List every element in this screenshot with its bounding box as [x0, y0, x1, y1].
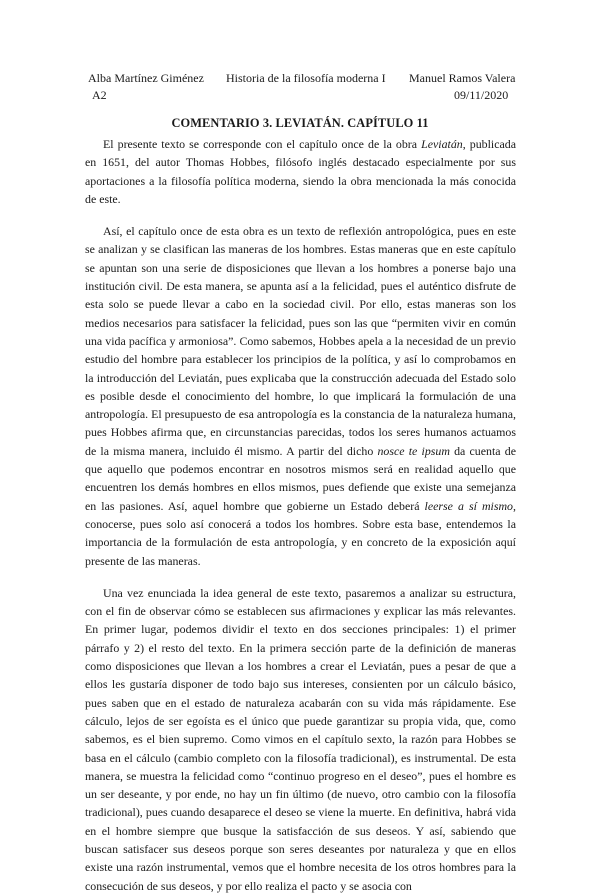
document-body: [85, 135, 516, 895]
italic-phrase: leerse a sí mismo: [424, 498, 514, 513]
group-label: A2: [92, 88, 107, 102]
italic-title: Leviatán: [421, 137, 463, 151]
author-name: Alba Martínez Giménez: [88, 71, 204, 85]
paragraph-introduction: [85, 135, 516, 208]
document-title: COMENTARIO 3. LEVIATÁN. CAPÍTULO 11: [171, 116, 429, 130]
paragraph-structure: [85, 584, 516, 895]
paragraph-theme: [85, 222, 516, 570]
teacher-name: Manuel Ramos Valera: [409, 71, 516, 85]
text-run: Una vez enunciada la idea general de este texto, pasaremos a analizar su estructura, con el fin de observar cómo se establecen sus afirmaciones y explicar las más relevantes. En primer lugar, podemos dividir el texto en dos secciones principales: 1) el primer párrafo y 2) el resto del texto. En la primera sección parte de la definición de maneras como disposiciones que llevan a los hombres a crear el Leviatán, pues a pesar de que a ellos les gustaría disponer de todo bajo sus intereses, consienten por un cálculo básico, pues saben que en el estado de naturaleza acabarán con su vida más rápidamente. Ese cálculo, lejos de ser egoísta es el único que puede garantizar su propia vida, que, como sabemos, es el bien supremo. Como vimos en el capítulo sexto, la razón para Hobbes se basa en el cálculo (cambio completo con la filosofía tradicional), es instrumental. De esta manera, se muestra la felicidad como “continuo progreso en el deseo”, pues el hombre es un ser deseante, y por ende, no hay un fin último (de nuevo, otro cambio con la filosofía tradicional), pues cuando desaparece el deseo se viene la muerte. En definitiva, habrá vida en el hombre siempre que busque la satisfacción de sus deseos. Y así, sabiendo que buscan satisfacer sus deseos porque son seres deseantes por naturaleza y que en ellos existe una razón instrumental, vemos que el hombre necesita de los otros hombres para la consecución de sus deseos, y por ello realiza el pacto y se asocia con: [85, 585, 516, 893]
text-run: , conocerse, pues solo así conocerá a todos los hombres. Sobre esta base, entendemos la importancia de la formulación de esta antropología, y en concreto de la exposición aquí presente de las maneras.: [85, 498, 516, 568]
text-run: da cuenta de que aquello que podemos encontrar en nosotros mismos será en realidad aquello que encuentren los demás hombres en ellos mismos, pues defiende que existe una semejanza en las pasiones. Así, aquel hombre que gobierne un Estado deberá: [85, 443, 516, 513]
text-run: Así, el capítulo once de esta obra es un texto de reflexión antropológica, pues en este se analizan y se clasifican las maneras de los hombres. Estas maneras que en este capítulo se apuntan son una serie de disposiciones que llevan a los hombres a ponerse bajo una institución civil. De esta manera, se apunta así a la felicidad, pues el auténtico disfrute de esta solo se puede llevar a cabo en la sociedad civil. Por ello, estas maneras son los medios necesarios para satisfacer la felicidad, pues son las que “permiten vivir en común una vida pacífica y armoniosa”. Como sabemos, Hobbes apela a la necesidad de un previo estudio del hombre para establecer los principios de la política, y así lo comprobamos en la introducción del Leviatán, pues explicaba que la construcción adecuada del Estado solo es posible desde el conocimiento del hombre, lo que implicará la formulación de una antropología. El presupuesto de esa antropología es la constancia de la naturaleza humana, pues Hobbes afirma que, en circunstancias parecidas, todos los seres humanos actuamos de la misma manera, incluido él mismo. A partir del dicho: [85, 224, 516, 458]
document-date: 09/11/2020: [454, 88, 509, 102]
text-run: , publicada en 1651, del autor Thomas Hobbes, filósofo inglés destacado especialmente por sus aportaciones a la filosofía política moderna, siendo la obra mencionada la más conocida de este.: [85, 137, 516, 206]
italic-phrase: nosce te ipsum: [377, 443, 450, 458]
course-name: Historia de la filosofía moderna I: [226, 71, 386, 85]
text-run: El presente texto se corresponde con el capítulo once de la obra: [103, 137, 422, 151]
